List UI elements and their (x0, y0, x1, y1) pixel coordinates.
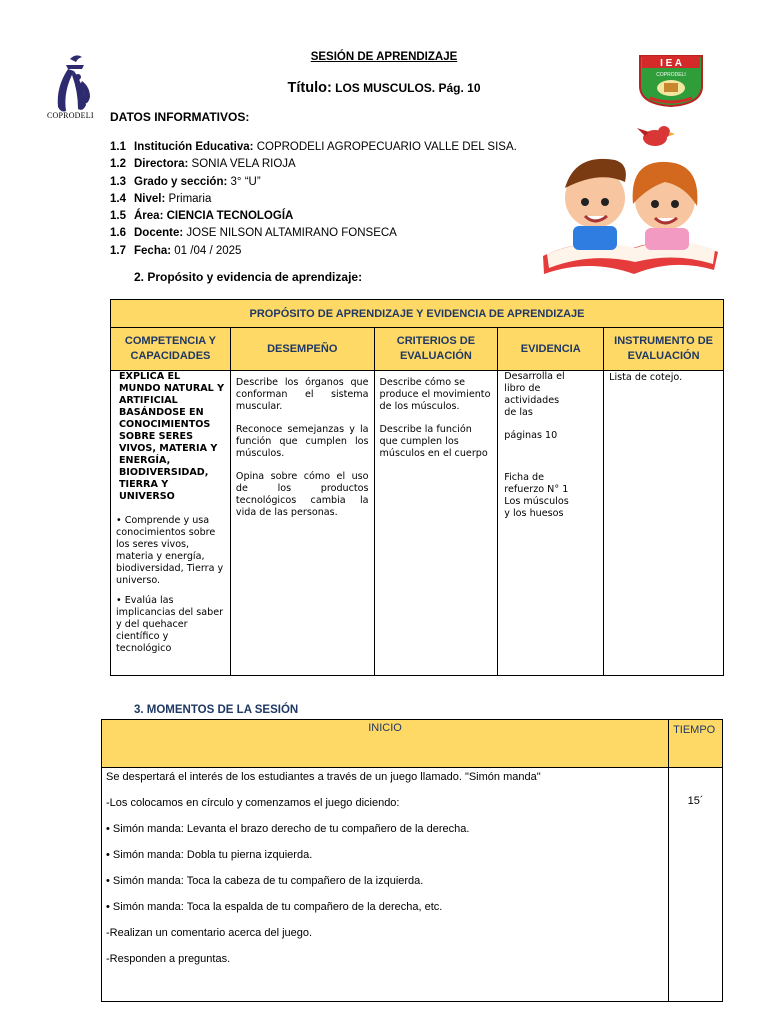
inicio-content (102, 768, 669, 1002)
coprodeli-logo-text: COPRODELI (47, 111, 94, 120)
session-table-header (102, 720, 723, 768)
section-2-heading: 2. Propósito y evidencia de aprendizaje: (134, 270, 363, 284)
datos-item (110, 156, 517, 173)
desempeno-item: Opina sobre cómo el uso de los productos tecnológicos cambia la vida de las personas. (235, 471, 369, 518)
purpose-table (110, 299, 724, 676)
desempeno-item: Reconoce semejanzas y la función que cumplen los músculos. (235, 424, 369, 459)
session-line: • Simón manda: Dobla tu pierna izquierda. (106, 849, 313, 861)
inicio-header: INICIO (102, 720, 669, 768)
instrumento-text: Lista de cotejo. (609, 372, 683, 383)
desempeno-item: Describe los órganos que conforman el sistema muscular. (235, 377, 369, 412)
criterio-item: Describe cómo se produce el movimiento de los músculos. (379, 377, 491, 412)
instrumento-cell (604, 371, 724, 676)
datos-item (110, 174, 517, 191)
session-line: -Realizan un comentario acerca del juego. (106, 927, 313, 939)
section-3-heading: 3. MOMENTOS DE LA SESIÓN (134, 704, 299, 716)
capacidad-item: • Evalúa las implicancias del saber y del quehacer científico y tecnológico (116, 595, 224, 654)
item-number: 1.4 (110, 192, 126, 205)
item-label: Grado y sección: (134, 175, 228, 188)
capacidad-item: • Comprende y usa conocimientos sobre los seres vivos, materia y energía, biodiversidad, Tierra y universo. (116, 515, 224, 586)
item-value: 01 /04 / 2025 (174, 244, 242, 257)
item-label: Docente: (134, 227, 184, 240)
item-label: Nivel: (134, 192, 166, 205)
desempeno-cell (230, 371, 374, 676)
datos-item (110, 139, 517, 156)
tiempo-header: TIEMPO (669, 720, 723, 768)
session-line: -Los colocamos en círculo y comenzamos el juego diciendo: (106, 797, 400, 809)
session-line: • Simón manda: Toca la espalda de tu compañero de la derecha, etc. (106, 901, 443, 913)
competencia-text: EXPLICA EL MUNDO NATURAL Y ARTIFICIAL BASÁNDOSE EN CONOCIMIENTOS SOBRE SERES VIVOS, MATERIA Y ENERGÍA, BIODIVERSIDAD, TIERRA Y UNIVERSO (119, 371, 225, 502)
iea-logo-text: COPRODELI (656, 72, 686, 78)
item-number: 1.2 (110, 158, 126, 171)
datos-item (110, 208, 517, 225)
datos-item (110, 225, 517, 242)
header-instrumento: INSTRUMENTO DE EVALUACIÓN (604, 328, 724, 371)
item-label: Área: (134, 210, 164, 223)
iea-banner-text: I E A (660, 58, 682, 69)
item-value: CIENCIA TECNOLOGÍA (166, 210, 294, 223)
header-desempeno: DESEMPEÑO (230, 328, 374, 371)
item-number: 1.1 (110, 141, 126, 153)
datos-item (110, 243, 517, 260)
item-number: 1.5 (110, 210, 126, 223)
competencia-cell (111, 371, 231, 676)
purpose-table-header-row (111, 328, 724, 371)
datos-heading: DATOS INFORMATIVOS: (110, 110, 250, 124)
session-table (101, 719, 723, 1002)
header-evidencia: EVIDENCIA (498, 328, 604, 371)
item-label: Fecha: (134, 244, 172, 257)
session-line: • Simón manda: Levanta el brazo derecho de tu compañero de la derecha. (106, 823, 470, 835)
item-value: COPRODELI AGROPECUARIO VALLE DEL SISA. (256, 141, 517, 153)
datos-item (110, 191, 517, 208)
purpose-table-title-row (111, 300, 724, 328)
evidencia-item: páginas 10 (504, 430, 558, 441)
session-title: SESIÓN DE APRENDIZAJE (310, 51, 458, 63)
evidencia-cell (498, 371, 604, 676)
session-line: • Simón manda: Toca la cabeza de tu compañero de la izquierda. (106, 875, 424, 887)
kids-reading-illustration (533, 118, 723, 288)
purpose-table-body-row (111, 371, 724, 676)
session-line: Se despertará el interés de los estudiantes a través de un juego llamado. "Simón manda" (106, 771, 541, 783)
purpose-table-title: PROPÓSITO DE APRENDIZAJE Y EVIDENCIA DE APRENDIZAJE (111, 300, 724, 328)
item-value: 3° “U” (230, 175, 261, 188)
time-value: 15´ (669, 768, 723, 1002)
item-value: Primaria (168, 192, 212, 205)
title-value: LOS MUSCULOS. Pág. 10 (335, 81, 481, 95)
item-number: 1.6 (110, 227, 126, 240)
header-criterios: CRITERIOS DE EVALUACIÓN (374, 328, 498, 371)
evidencia-item: Ficha de refuerzo N° 1 Los músculos y los huesos (504, 472, 569, 519)
item-label: Directora: (134, 158, 189, 171)
title-label: Título: (287, 80, 332, 96)
item-number: 1.7 (110, 244, 126, 257)
session-table-content (102, 768, 723, 1002)
page-title (0, 80, 768, 96)
item-value: JOSE NILSON ALTAMIRANO FONSECA (186, 227, 397, 240)
header-competencia: COMPETENCIA Y CAPACIDADES (111, 328, 231, 371)
datos-list (110, 139, 517, 260)
item-number: 1.3 (110, 175, 126, 188)
session-line: -Responden a preguntas. (106, 953, 231, 965)
bird-icon (637, 126, 675, 146)
criterios-cell (374, 371, 498, 676)
criterio-item: Describe la función que cumplen los músculos en el cuerpo (379, 424, 488, 459)
item-label: Institución Educativa: (134, 141, 254, 153)
item-value: SONIA VELA RIOJA (191, 158, 296, 171)
evidencia-item: Desarrolla el libro de actividades de las (504, 371, 565, 418)
